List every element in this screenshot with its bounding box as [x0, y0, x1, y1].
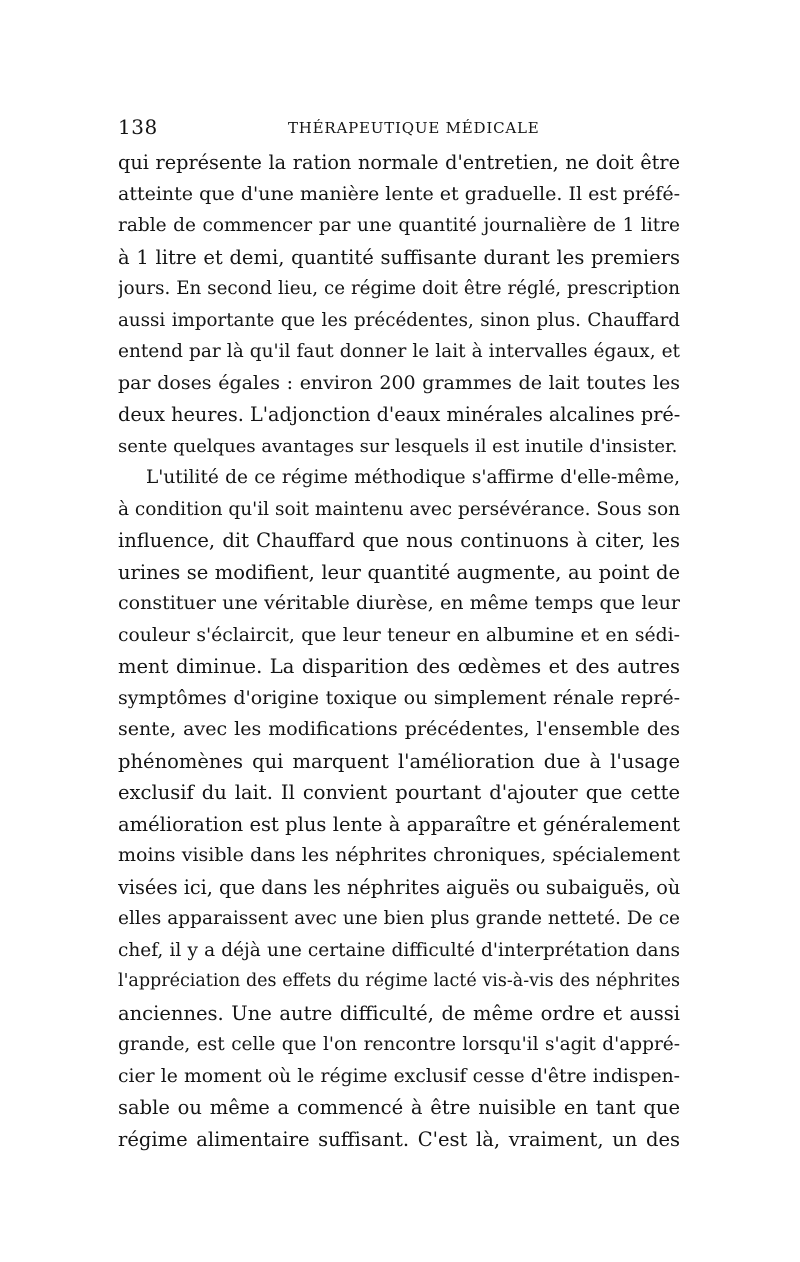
text-line: deux heures. L'adjonction d'eaux minérales alcalines pré- [118, 403, 680, 426]
text-line: amélioration est plus lente à apparaître et généralement [118, 812, 680, 836]
text-line: entend par là qu'il faut donner le lait à intervalles égaux, et [118, 341, 680, 362]
text-line: sente quelques avantages sur lesquels il est inutile d'insister. [118, 435, 678, 457]
text-line: elles apparaissent avec une bien plus grande netteté. De ce [118, 908, 680, 929]
text-line: rable de commencer par une quantité journalière de 1 litre [118, 215, 680, 236]
text-line: sable ou même a commencé à être nuisible en tant que [118, 1096, 680, 1119]
text-line: jours. En second lieu, ce régime doit être réglé, prescription [118, 278, 680, 299]
text-line: anciennes. Une autre difficulté, de même ordre et aussi [118, 1001, 680, 1025]
text-line: à 1 litre et demi, quantité suffisante durant les premiers [118, 245, 680, 269]
text-line: urines se modifient, leur quantité augmente, au point de [118, 560, 680, 584]
text-line: symptômes d'origine toxique ou simplement rénale repré- [118, 686, 680, 709]
text-line: sente, avec les modifications précédentes, l'ensemble des [118, 718, 680, 740]
text-line: L'utilité de ce régime méthodique s'affirme d'elle-même, [146, 467, 680, 488]
text-line: visées ici, que dans les néphrites aiguës ou subaiguës, où [118, 875, 680, 899]
text-line: l'appréciation des effets du régime lacté vis-à-vis des néphrites [118, 971, 680, 991]
text-line: ment diminue. La disparition des œdèmes et des autres [118, 655, 680, 678]
text-line: aussi importante que les précédentes, sinon plus. Chauffard [118, 309, 680, 331]
text-line: par doses égales : environ 200 grammes de lait toutes les [118, 371, 680, 394]
page-header [118, 114, 680, 140]
text-line: régime alimentaire suffisant. C'est là, vraiment, un des [118, 1127, 680, 1151]
text-line: phénomènes qui marquent l'amélioration due à l'usage [118, 749, 680, 773]
text-line: couleur s'éclaircit, que leur teneur en albumine et en sédi- [118, 624, 680, 646]
running-head: THÉRAPEUTIQUE MÉDICALE [288, 119, 540, 137]
text-line: moins visible dans les néphrites chroniques, spécialement [118, 844, 680, 866]
page-number: 138 [118, 115, 158, 139]
text-line: à condition qu'il soit maintenu avec persévérance. Sous son [118, 498, 680, 520]
text-line: cier le moment où le régime exclusif cesse d'être indispen- [118, 1065, 680, 1087]
body-text [118, 147, 680, 1155]
text-line: exclusif du lait. Il convient pourtant d'ajouter que cette [118, 781, 680, 804]
text-line: grande, est celle que l'on rencontre lorsqu'il s'agit d'appré- [118, 1034, 680, 1055]
text-line: atteinte que d'une manière lente et graduelle. Il est préfé- [118, 182, 680, 205]
text-line: chef, il y a déjà une certaine difficulté d'interprétation dans [118, 939, 680, 961]
text-line: constituer une véritable diurèse, en même temps que leur [118, 592, 680, 614]
text-line: qui représente la ration normale d'entretien, ne doit être [118, 151, 680, 174]
text-line: influence, dit Chauffard que nous continuons à citer, les [118, 529, 680, 552]
